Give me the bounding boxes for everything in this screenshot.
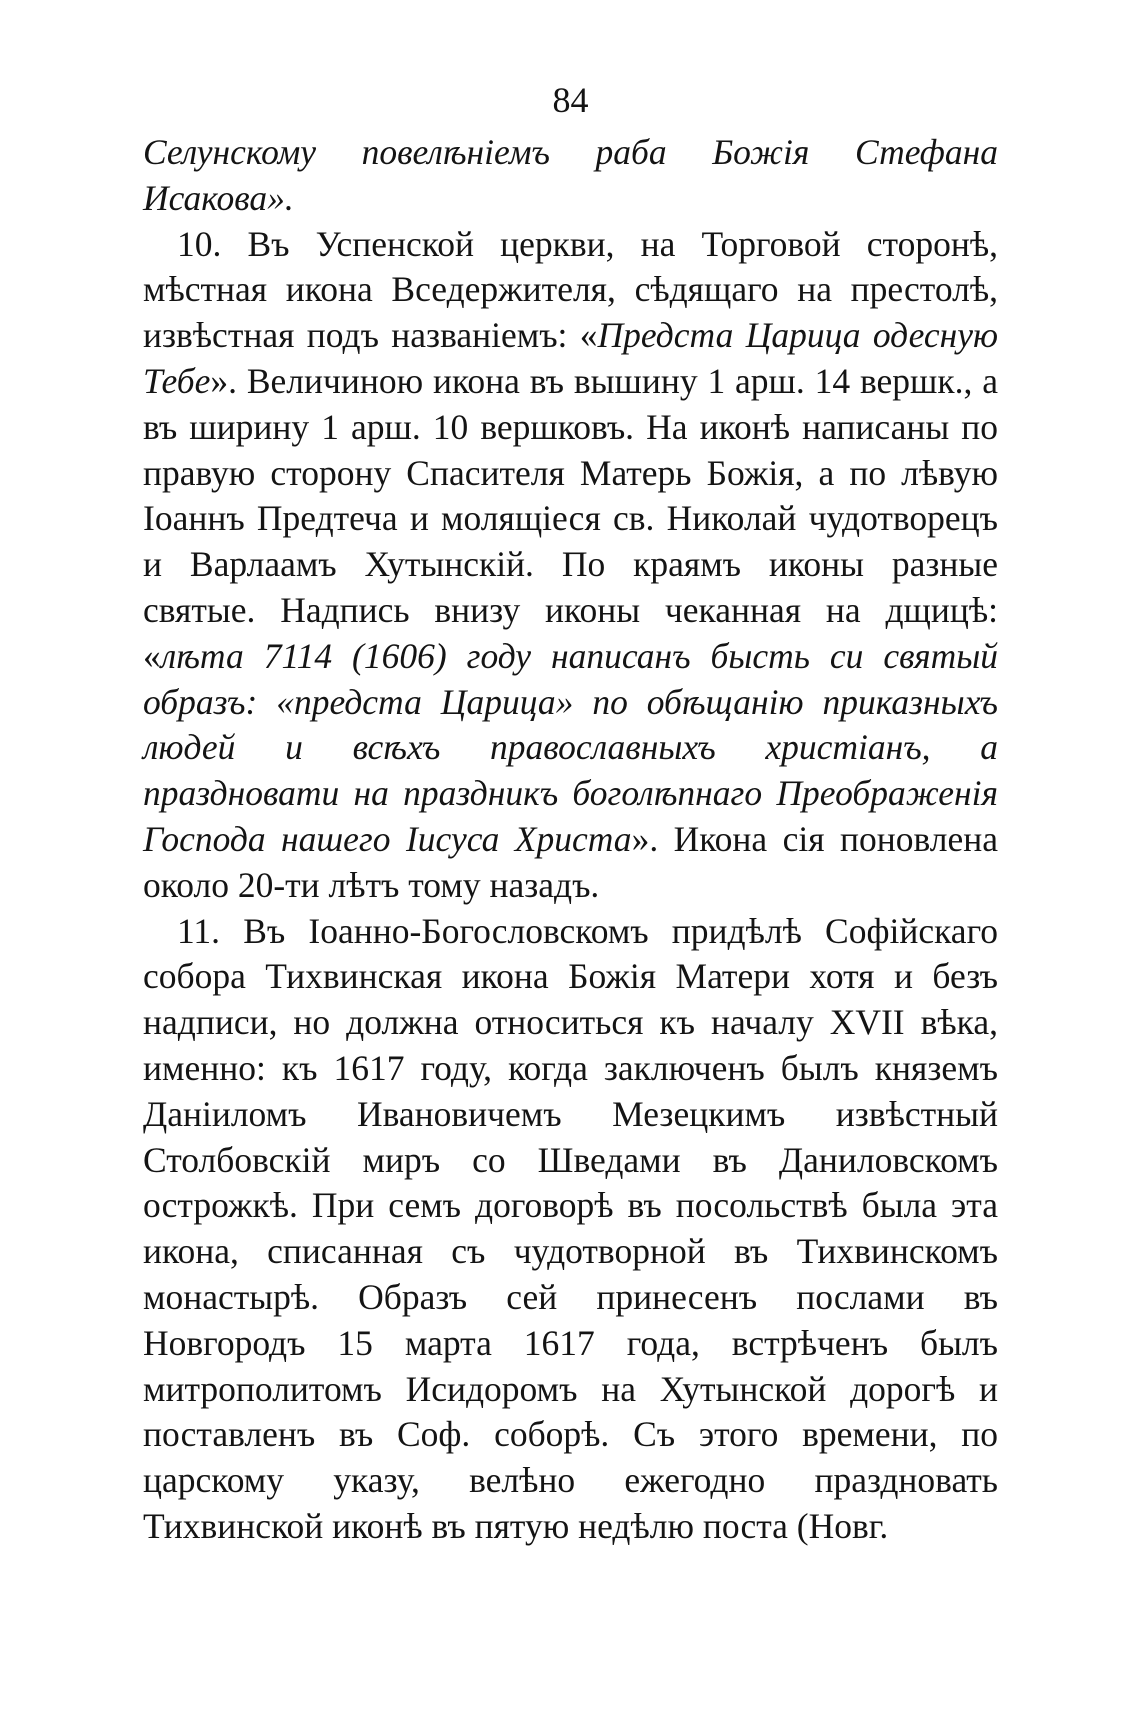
page-number: 84	[552, 80, 589, 120]
paragraph-text: ». Величиною икона въ вышину 1 арш. 14 вершк., а въ ширину 1 арш. 10 вершковъ. На иконѣ написаны по правую сторону Спасителя Матерь Божія, а по лѣвую Іоаннъ Предтеча и молящіеся св. Николай чудотворецъ и Варлаамъ Хутынскій. По краямъ иконы разные святые. Надпись внизу иконы чеканная на дщицѣ: «	[143, 360, 998, 676]
paragraph-11	[143, 909, 998, 1550]
italic-icon-title: Предста Царица одесную Тебе	[143, 315, 999, 401]
paragraph-10	[143, 222, 998, 909]
book-page	[143, 80, 998, 1550]
italic-quote: Селунскому повелѣніемъ раба Божія Стефана Исакова».	[143, 132, 998, 218]
paragraph-text: 10. Въ Успенской церкви, на Торговой сторонѣ, мѣстная икона Вседержителя, сѣдящаго на престолѣ, извѣстная подъ названіемъ: «	[143, 223, 998, 356]
paragraph-continuation	[143, 130, 998, 222]
italic-inscription: лѣта 7114 (1606) году написанъ бысть си святый образъ: «предста Царица» по обѣщанію приказныхъ людей и всѣхъ православныхъ христіанъ, а праздновати на праздникъ боголѣпнаго Преображенія Господа нашего Іисуса Христа	[143, 635, 998, 859]
paragraph-text: ». Икона сія поновлена около 20-ти лѣтъ тому назадъ.	[143, 818, 998, 905]
paragraph-text: 11. Въ Іоанно-Богословскомъ придѣлѣ Софійскаго собора Тихвинская икона Божія Матери хотя и безъ надписи, но должна относиться къ началу XVII вѣка, именно: къ 1617 году, когда заключенъ былъ княземъ Даніиломъ Ивановичемъ Мезецкимъ извѣстный Столбовскій миръ со Шведами въ Даниловскомъ острожкѣ. При семъ договорѣ въ посольствѣ была эта икона, списанная съ чудотворной въ Тихвинскомъ монастырѣ. Образъ сей принесенъ послами въ Новгородъ 15 марта 1617 года, встрѣченъ былъ митрополитомъ Исидоромъ на Хутынской дорогѣ и поставленъ въ Соф. соборѣ. Съ этого времени, по царскому указу, велѣно ежегодно праздновать Тихвинской иконѣ въ пятую недѣлю поста (Новг.	[143, 910, 998, 1546]
